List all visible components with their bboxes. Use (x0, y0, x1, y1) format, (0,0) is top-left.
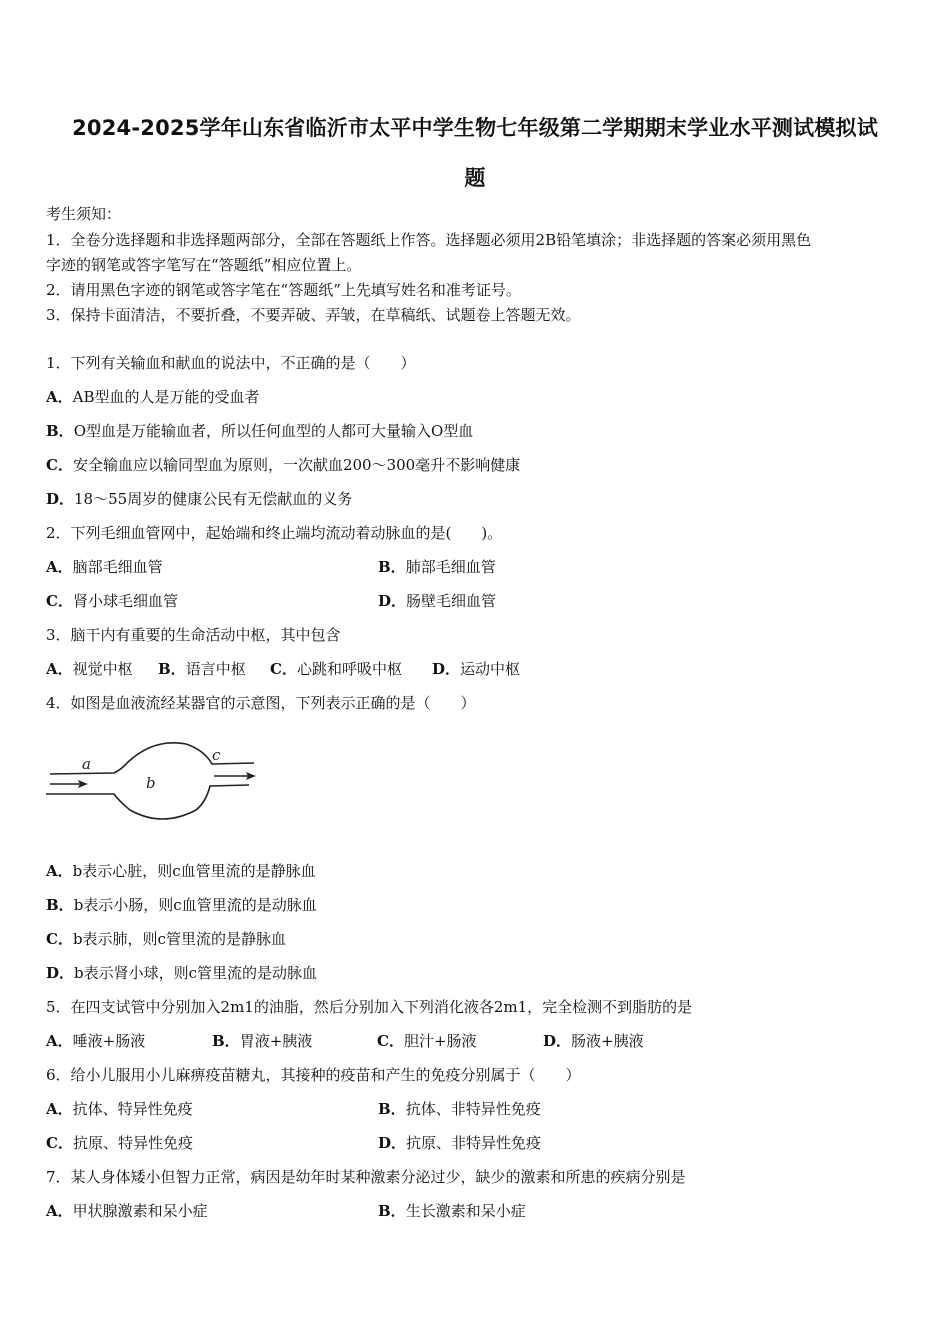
question-7-option-a (46, 1200, 208, 1221)
question-2-option-a (46, 556, 163, 577)
option-text: 语言中枢 (185, 660, 246, 678)
question-4-option-c (46, 928, 286, 949)
question-3-option-a (46, 658, 133, 679)
option-text: 肾小球毛细血管 (72, 592, 178, 610)
page-title: 2024-2025学年山东省临沂市太平中学生物七年级第二学期期末学业水平测试模拟试 (72, 116, 878, 140)
option-label: B． (46, 896, 74, 914)
question-6-option-a (46, 1098, 193, 1119)
question-7-stem: 7．某人身体矮小但智力正常，病因是幼年时某种激素分泌过少，缺少的激素和所患的疾病分别是 (46, 1168, 686, 1186)
option-text: 视觉中枢 (72, 660, 133, 678)
option-label: C． (270, 660, 297, 678)
question-6-option-b (378, 1098, 541, 1119)
option-label: C． (46, 592, 73, 610)
label-c: c (212, 746, 221, 764)
option-label: C． (46, 930, 73, 948)
option-label: B． (158, 660, 186, 678)
option-label: C． (46, 1134, 73, 1152)
question-3-option-b (158, 658, 246, 679)
option-text: b表示心脏，则c血管里流的是静脉血 (72, 862, 316, 880)
question-5-option-d (543, 1030, 644, 1051)
question-2-stem: 2．下列毛细血管网中，起始端和终止端均流动着动脉血的是( )。 (46, 524, 503, 542)
option-text: b表示肾小球，则c管里流的是动脉血 (74, 964, 318, 982)
option-label: A． (46, 1100, 73, 1118)
option-text: AB型血的人是万能的受血者 (72, 388, 260, 406)
option-label: C． (46, 456, 73, 474)
option-label: B． (378, 1100, 406, 1118)
option-label: B． (378, 558, 406, 576)
notice-heading: 考生须知： (46, 205, 122, 223)
option-label: A． (46, 862, 73, 880)
option-text: 肠壁毛细血管 (406, 592, 497, 610)
option-text: b表示小肠，则c血管里流的是动脉血 (73, 896, 317, 914)
notice-line: 2．请用黑色字迹的钢笔或答字笔在“答题纸”上先填写姓名和准考证号。 (46, 281, 521, 299)
option-label: D． (432, 660, 461, 678)
question-3-option-d (432, 658, 520, 679)
option-label: A． (46, 1202, 73, 1220)
option-label: A． (46, 660, 73, 678)
label-a: a (82, 755, 91, 773)
question-1-stem: 1．下列有关输血和献血的说法中，不正确的是（ ） (46, 354, 416, 372)
question-2-option-b (378, 556, 496, 577)
page-title-continued: 题 (464, 166, 486, 190)
option-text: 抗原、特异性免疫 (72, 1134, 193, 1152)
question-4-stem: 4．如图是血液流经某器官的示意图，下列表示正确的是（ ） (46, 694, 476, 712)
question-6-option-c (46, 1132, 193, 1153)
option-label: B． (46, 422, 74, 440)
question-3-option-c (270, 658, 402, 679)
question-1-option-a (46, 386, 260, 407)
question-4-option-b (46, 894, 317, 915)
option-text: 心跳和呼吸中枢 (296, 660, 402, 678)
question-5-stem: 5．在四支试管中分别加入2m1的油脂，然后分别加入下列消化液各2m1，完全检测不到脂肪的是 (46, 998, 693, 1016)
question-6-stem: 6．给小儿服用小儿麻痹疫苗糖丸，其接种的疫苗和产生的免疫分别属于（ ） (46, 1066, 581, 1084)
option-text: b表示肺，则c管里流的是静脉血 (72, 930, 286, 948)
question-6-option-d (378, 1132, 541, 1153)
question-1-option-d (46, 488, 352, 509)
option-text: 安全输血应以输同型血为原则，一次献血200～300毫升不影响健康 (72, 456, 521, 474)
question-7-option-b (378, 1200, 526, 1221)
option-label: A． (46, 558, 73, 576)
option-text: 抗体、特异性免疫 (72, 1100, 193, 1118)
question-2-option-c (46, 590, 178, 611)
option-label: C． (377, 1032, 404, 1050)
option-text: O型血是万能输血者，所以任何血型的人都可大量输入O型血 (73, 422, 474, 440)
notice-line: 3．保持卡面清洁，不要折叠，不要弄破、弄皱，在草稿纸、试题卷上答题无效。 (46, 306, 581, 324)
option-label: D． (378, 592, 407, 610)
option-text: 唾液+肠液 (72, 1032, 146, 1050)
option-label: B． (212, 1032, 240, 1050)
option-text: 胆汁+肠液 (403, 1032, 477, 1050)
option-text: 胃液+胰液 (239, 1032, 313, 1050)
question-5-option-a (46, 1030, 145, 1051)
option-label: D． (543, 1032, 572, 1050)
question-4-option-a (46, 860, 316, 881)
option-text: 抗原、非特异性免疫 (406, 1134, 542, 1152)
option-label: D． (46, 964, 75, 982)
notice-line: 1．全卷分选择题和非选择题两部分，全部在答题纸上作答。选择题必须用2B铅笔填涂；非选择题的答案必须用黑色 (46, 231, 812, 249)
option-text: 运动中枢 (460, 660, 521, 678)
question-5-option-b (212, 1030, 312, 1051)
question-1-option-b (46, 420, 473, 441)
option-label: A． (46, 1032, 73, 1050)
notice-line: 字迹的钢笔或答字笔写在“答题纸”相应位置上。 (46, 256, 362, 274)
option-text: 18～55周岁的健康公民有无偿献血的义务 (74, 490, 353, 508)
option-text: 肺部毛细血管 (405, 558, 496, 576)
question-2-option-d (378, 590, 496, 611)
option-text: 抗体、非特异性免疫 (405, 1100, 541, 1118)
option-text: 生长激素和呆小症 (405, 1202, 526, 1220)
option-label: D． (46, 490, 75, 508)
option-label: B． (378, 1202, 406, 1220)
question-5-option-c (377, 1030, 477, 1051)
option-text: 甲状腺激素和呆小症 (72, 1202, 208, 1220)
question-1-option-c (46, 454, 520, 475)
option-label: A． (46, 388, 73, 406)
blood-flow-diagram (44, 736, 264, 826)
label-b: b (146, 774, 156, 792)
option-label: D． (378, 1134, 407, 1152)
question-4-option-d (46, 962, 317, 983)
option-text: 脑部毛细血管 (72, 558, 163, 576)
question-3-stem: 3．脑干内有重要的生命活动中枢，其中包含 (46, 626, 341, 644)
vessel-a-top (50, 743, 254, 774)
option-text: 肠液+胰液 (571, 1032, 644, 1050)
